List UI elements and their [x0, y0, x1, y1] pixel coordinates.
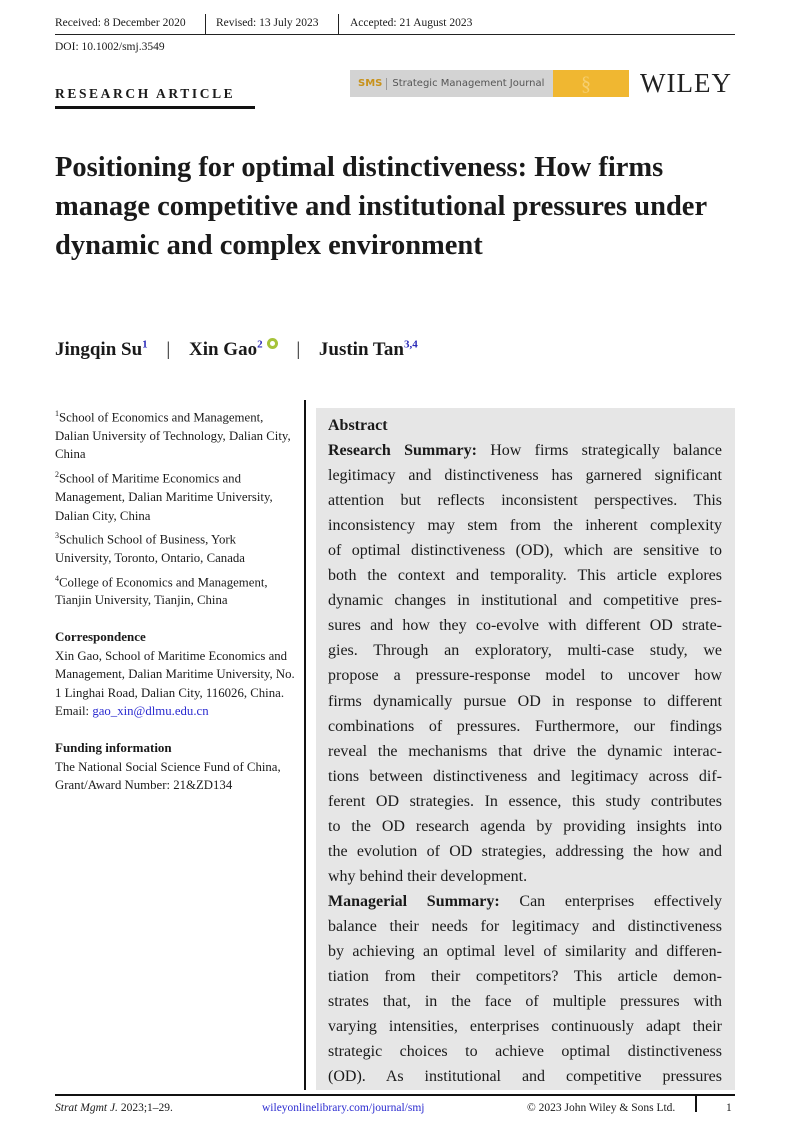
- correspondence-text: Xin Gao, School of Maritime Economics and Management, Dalian Maritime University, No. 1 Linghai Road, Dalian City, 116026, China.: [55, 648, 295, 700]
- author: Jingqin Su$^1$: [55, 338, 148, 360]
- abstract-line: by achieving an optimal level of similarity and differen-: [328, 942, 722, 960]
- abstract-line: tions between distinctiveness and legitimacy across dif-: [328, 767, 722, 785]
- revised-date: Revised: 13 July 2023: [216, 17, 319, 29]
- email-label: Email:: [55, 704, 93, 719]
- abstract-line: balance their needs for legitimacy and distinctiveness: [328, 917, 722, 935]
- abstract-line: reveal the mechanisms that drive the dynamic interac-: [328, 742, 722, 760]
- author: Xin Gao$^2$: [189, 339, 278, 360]
- journal-logo-icon: §: [581, 73, 591, 95]
- column-divider: [304, 400, 306, 1090]
- correspondence-heading: Correspondence: [55, 629, 146, 644]
- divider: [338, 14, 339, 35]
- accepted-date: Accepted: 21 August 2023: [350, 17, 473, 29]
- abstract-line: to the OD research agenda by providing insights into: [328, 817, 722, 835]
- copyright: © 2023 John Wiley & Sons Ltd.: [527, 1102, 676, 1114]
- managerial-summary-label: Managerial Summary:: [328, 892, 500, 910]
- abstract-line: why behind their development.: [328, 867, 528, 885]
- footer-rule: [55, 1094, 735, 1096]
- abstract-line: gies. Through an exploratory, multi-case study, we: [328, 642, 722, 660]
- funding-text: The National Social Science Fund of China, Grant/Award Number: 21&ZD134: [55, 759, 281, 793]
- header-rule: [55, 34, 735, 35]
- abstract-line: tiation from their competitors? This article demon-: [328, 968, 722, 986]
- abstract-heading: Abstract: [328, 417, 388, 434]
- journal-name: Strategic Management Journal: [392, 78, 545, 89]
- abstract-line: of optimal distinctiveness (OD), which are sensitive to: [328, 542, 722, 560]
- page-number: 1: [726, 1102, 732, 1114]
- orcid-icon[interactable]: [267, 338, 278, 349]
- author-separator: |: [296, 339, 301, 360]
- journal-url-link[interactable]: wileyonlinelibrary.com/journal/smj: [262, 1102, 425, 1114]
- publisher-logo: WILEY: [640, 68, 732, 98]
- abstract-box: [316, 408, 735, 1090]
- abstract-line: legitimacy and distinctiveness has garnered significant: [328, 467, 722, 485]
- abstract-line: combinations of pressures. Furthermore, our findings: [328, 717, 722, 735]
- abstract-line: Managerial Summary: Can enterprises effectively: [328, 892, 722, 910]
- abstract-line: sures and how they co-evolve with different OD strate-: [328, 617, 722, 635]
- abstract-line: dynamic changes in institutional and competitive pres-: [328, 592, 722, 610]
- abstract-line: attention but reflects inconsistent perspectives. This: [328, 492, 722, 510]
- author: Justin Tan$^{3,4}$: [318, 338, 418, 360]
- abstract-line: strates that, in the face of multiple pressures with: [328, 993, 722, 1011]
- received-date: Received: 8 December 2020: [55, 17, 186, 29]
- abstract-line: the evolution of OD strategies, addressing the how and: [328, 842, 722, 860]
- abstract-line: Research Summary: How firms strategically balance: [328, 442, 723, 460]
- abstract-line: strategic choices to achieve optimal distinctiveness: [328, 1043, 722, 1061]
- abstract-line: propose a pressure-response model to uncover how: [328, 667, 722, 685]
- affiliation: $^2$School of Maritime Economics and Management, Dalian Maritime University, Dalian City, China: [55, 470, 273, 523]
- affiliation: $^4$College of Economics and Management, Tianjin University, Tianjin, China: [55, 573, 268, 608]
- funding-heading: Funding information: [55, 739, 172, 755]
- article-title: Positioning for optimal distinctiveness: How firms manage competitive and institutional pressures under dynamic and complex environment: [55, 152, 707, 261]
- sidebar-info: [55, 405, 295, 795]
- section-label: RESEARCH ARTICLE: [55, 86, 236, 101]
- journal-banner: [350, 70, 629, 97]
- section-underline: [55, 106, 255, 109]
- abstract-line: (OD). As institutional and competitive pressures: [328, 1068, 722, 1086]
- divider: [205, 14, 206, 35]
- doi[interactable]: DOI: 10.1002/smj.3549: [55, 41, 165, 53]
- abstract-line: firms dynamically pursue OD in response to different: [328, 692, 722, 710]
- footer-divider: [695, 1095, 697, 1112]
- journal-abbrev: SMS: [358, 78, 383, 89]
- abstract-line: inconsistency may stem from the inherent complexity: [328, 517, 722, 535]
- affiliation: $^1$School of Economics and Management, Dalian University of Technology, Dalian City, China: [55, 409, 291, 462]
- affiliation: $^3$Schulich School of Business, York University, Toronto, Ontario, Canada: [55, 531, 245, 565]
- abstract-line: varying intensities, enterprises continuously adapt their: [328, 1018, 722, 1036]
- email-link[interactable]: gao_xin@dlmu.edu.cn: [92, 704, 209, 719]
- author-separator: |: [166, 339, 171, 360]
- abstract-line: both the context and temporality. This article explores: [328, 567, 722, 585]
- research-summary-label: Research Summary:: [328, 442, 477, 460]
- citation: Strat Mgmt J. 2023;1–29.: [55, 1102, 173, 1114]
- abstract-line: ferent OD strategies. In essence, this study contributes: [328, 792, 722, 810]
- author-list: [55, 338, 418, 361]
